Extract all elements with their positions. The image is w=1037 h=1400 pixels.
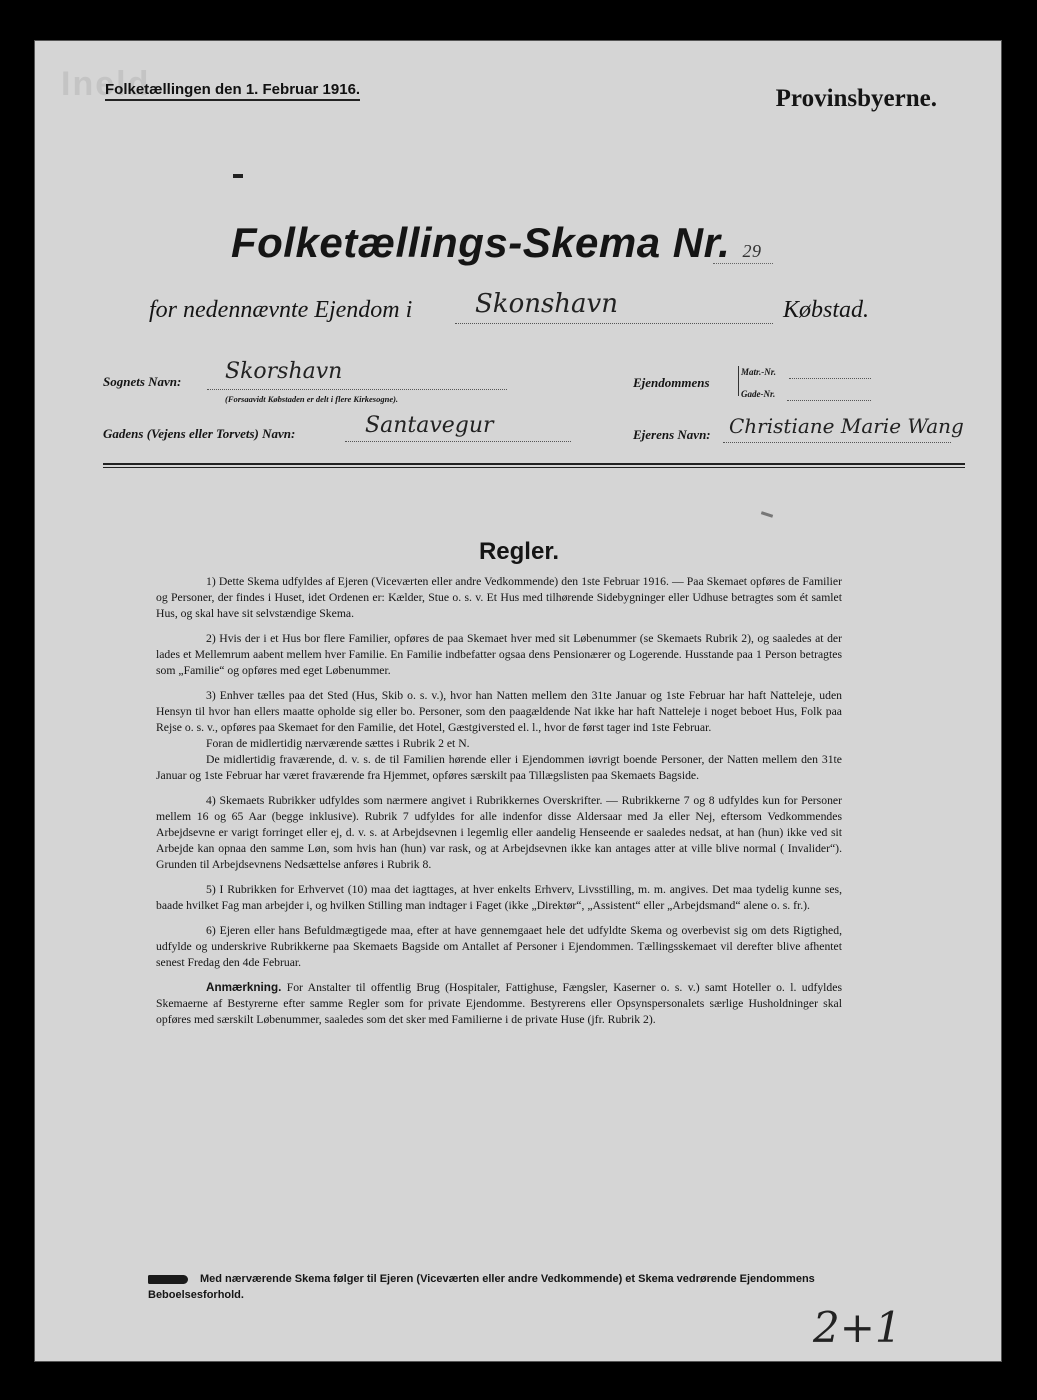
- subtitle-prefix: for nedennævnte Ejendom i: [149, 297, 413, 323]
- ink-dash-mark: [233, 174, 243, 178]
- matr-dotted-line: [789, 378, 871, 379]
- ghost-stamp: Ineld: [61, 65, 151, 103]
- parish-dotted-line: [207, 389, 507, 390]
- rule-paragraph-1: 1) Dette Skema udfyldes af Ejeren (Viceværten eller andre Vedkommende) den 1ste Februar 1916. — Paa Skemaet opføres de Familier og Personer, der findes i Huset, idet Ordenen er: Kælder, Stue o. s. v. Et Hus med tilhørende Sidebygninger eller Udhuse betragtes som ét samlet Hus, og skal have sit selvstændige Skema.: [156, 575, 842, 620]
- form-title: [231, 219, 762, 267]
- rule-paragraph-2: 2) Hvis der i et Hus bor flere Familier, opføres de paa Skemaet hver med sit Løbenummer (se Skemaets Rubrik 2), og saaledes at der lades et Mellemrum aabent mellem hver Familie. En Familie indbefatter ogsaa dens Pensionærer og Logerende. Husstande paa 1 Person betragtes som „Familie“ og opføres med eget Løbenummer.: [156, 632, 842, 677]
- town-handwritten: Skonshavn: [475, 289, 618, 319]
- census-date-header: Folketællingen den 1. Februar 1916.: [105, 81, 360, 101]
- title-number-line: [713, 263, 773, 264]
- parish-note: (Forsaavidt Købstaden er delt i flere Kirkesogne).: [225, 394, 399, 404]
- remark-label: Anmærkning.: [206, 981, 282, 994]
- property-brace: [738, 366, 739, 396]
- street-dotted-line: [345, 441, 571, 442]
- divider-rule-top: [103, 463, 965, 465]
- remark-paragraph: [156, 980, 842, 1028]
- parish-label: Sognets Navn:: [103, 374, 182, 389]
- rule-paragraph-3-absent: De midlertidig fraværende, d. v. s. de til Familien hørende eller i Ejendommen iøvrigt boende Personer, der Natten mellem den 31te Januar og 1ste Februar har været fraværende fra Hjemmet, opføres særskilt paa Tillægslisten paa Skemaets Bagside.: [156, 753, 842, 782]
- census-form-sheet: [34, 40, 1002, 1362]
- owner-dotted-line: [723, 442, 951, 443]
- gade-dotted-line: [787, 400, 871, 401]
- rule-paragraph-3-note: Foran de midlertidig nærværende sættes i Rubrik 2 et N.: [206, 737, 470, 750]
- rule-paragraph-6: 6) Ejeren eller hans Befuldmægtigede maa, efter at have gennemgaaet hele det udfyldte Skema og overbevist sig om dets Rigtighed, udfylde og underskrive Rubrikkerne paa Skemaets Bagside om Antallet af Personer i Ejendommen. Tællingsskemaet vil derefter blive afhentet senest Fredag den 4de Februar.: [156, 924, 842, 969]
- rules-body: [156, 574, 842, 1037]
- form-number: 29: [742, 241, 762, 261]
- matr-label: Matr.-Nr.: [741, 367, 777, 377]
- property-label: Ejendommens: [633, 375, 710, 390]
- town-dotted-line: [455, 323, 773, 324]
- parish-handwritten: Skorshavn: [225, 359, 343, 384]
- footer-note: [148, 1271, 838, 1303]
- subtitle-suffix: Købstad.: [783, 297, 870, 323]
- street-handwritten: Santavegur: [365, 413, 494, 438]
- handwritten-page-mark: 2+1: [813, 1303, 902, 1352]
- street-label: Gadens (Vejens eller Torvets) Navn:: [103, 426, 296, 441]
- stray-ink-mark: [761, 511, 773, 518]
- pointing-hand-icon: [148, 1275, 188, 1284]
- rule-paragraph-4: 4) Skemaets Rubrikker udfyldes som nærmere angivet i Rubrikkernes Overskrifter. — Rubrikkerne 7 og 8 udfyldes kun for Personer mellem 16 og 65 Aar (begge inklusive). Rubrik 7 udfyldes for alle indenfor disse Aldersaar med Ja eller Nej, eftersom Vedkommendes Arbejdsevne er varigt forringet eller ej, d. v. s. at Arbejdsevnen i legemlig eller aandelig Henseende er saaledes nedsat, at han (hun) ikke ved sit Arbejde kan opnaa den samme Løn, som hvis han (hun) var rask, og at Arbejdsevnen ikke kan antages atter at ville blive normal ( Invalider“). Grunden til Arbejdsevnens Nedsættelse anføres i Rubrik 8.: [156, 794, 842, 871]
- form-title-text: Folketællings-Skema Nr.: [231, 219, 731, 266]
- rules-heading: Regler.: [478, 538, 560, 565]
- owner-handwritten: Christiane Marie Wang: [729, 414, 964, 438]
- remark-text: For Anstalter til offentlig Brug (Hospitaler, Fattighuse, Fængsler, Kaserner o. s. v.) samt Hoteller o. l. udfyldes Skemaerne af Bestyrerne efter samme Regler som for private Ejendomme. Bestyrerens eller Opsynspersonalets særlige Husholdninger skal opføres med særskilt Løbenummer, saaledes som det sker med Familierne i de private Huse (jfr. Rubrik 2).: [156, 981, 843, 1026]
- footer-text: Med nærværende Skema følger til Ejeren (Viceværten eller andre Vedkommende) et Skema vedrørende Ejendommens Beboelsesforhold.: [148, 1273, 815, 1301]
- province-heading: Provinsbyerne.: [775, 85, 937, 112]
- rule-paragraph-3: 3) Enhver tælles paa det Sted (Hus, Skib o. s. v.), hvor han Natten mellem den 31te Januar og 1ste Februar har haft Natteleje, uden Hensyn til hvor han ellers maatte opholde sig eller bo. Personer, som den paagældende Nat ikke har haft Natteleje i noget beboet Hus, Folk paa Rejse o. s. v., opføres paa Skemaet for den Familie, det Hotel, Gæstgiversted el. l., hvor de først tager ind 1ste Februar.: [156, 689, 842, 734]
- divider-rule-bottom: [103, 467, 965, 468]
- rule-paragraph-5: 5) I Rubrikken for Erhvervet (10) maa det iagttages, at hver enkelts Erhverv, Livsstilling, m. m. angives. Det maa tydelig kunne ses, baade hvilket Fag man arbejder i, og hvilken Stilling man indtager i Faget (ikke „Direktør“, „Assistent“ eller „Arbejdsmand“ alene o. s. fr.).: [156, 883, 842, 912]
- gade-label: Gade-Nr.: [741, 389, 776, 399]
- owner-label: Ejerens Navn:: [633, 427, 711, 442]
